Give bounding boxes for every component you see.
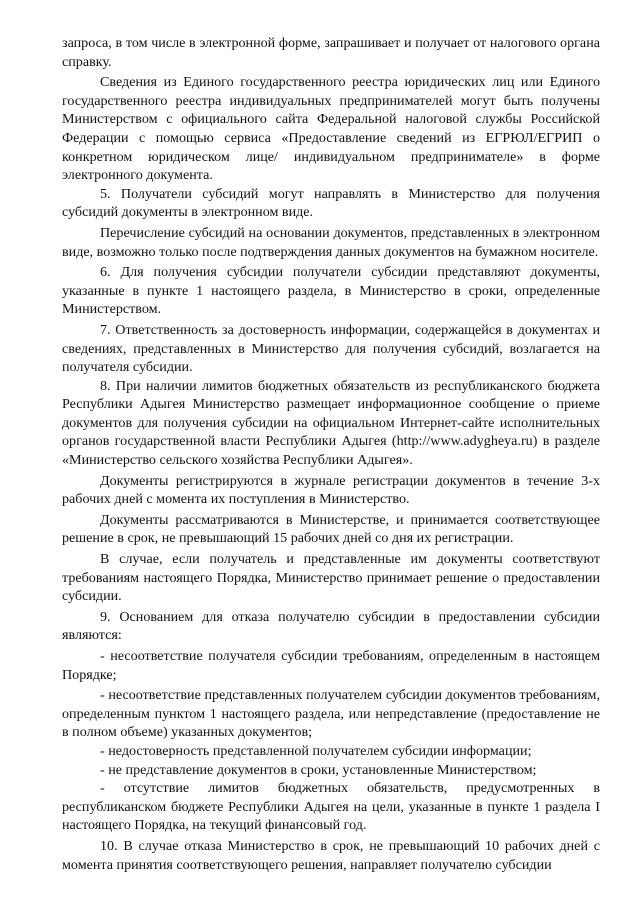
paragraph-item-9: 9. Основанием для отказа получателю субсидии в предоставлении субсидии являются: (62, 608, 600, 644)
paragraph-item-7: 7. Ответственность за достоверность информации, содержащейся в документах и сведениях, представленных в Министерство для получения субсидий, возлагается на получателя субсидии. (62, 321, 600, 376)
paragraph-item-5: 5. Получатели субсидий могут направлять в Министерство для получения субсидий документы в электронном виде. (62, 185, 600, 221)
paragraph-request-continuation: запроса, в том числе в электронной форме, запрашивает и получает от налогового органа справку. (62, 35, 600, 70)
paragraph-item-8: 8. При наличии лимитов бюджетных обязательств из республиканского бюджета Республики Адыгея Министерство размещает информационное сообщение о приеме документов для получения субсидии на официальном Интернет-сайте исполнительных органов государственной власти Республики Адыгея (http://www.adygheya.ru) в разделе «Министерство сельского хозяйства Республики Адыгея». (62, 377, 600, 469)
paragraph-decision: В случае, если получатель и представленные им документы соответствуют требованиям настоящего Порядка, Министерство принимает решение о предоставлении субсидии. (62, 551, 600, 605)
list-item-late-submission: - не представление документов в сроки, установленные Министерством; (100, 761, 537, 778)
paragraph-transfer-paper: Перечисление субсидий на основании документов, представленных в электронном виде, возможно только после подтверждения данных документов на бумажном носителе. (62, 224, 600, 260)
list-item-noncompliance-documents: - несоответствие представленных получателем субсидии документов требованиям, определенным пунктом 1 настоящего раздела, или непредставление (предоставление не в полном объеме) указанных документов; (62, 687, 600, 741)
paragraph-egrul-info: Сведения из Единого государственного реестра юридических лиц или Единого государственного реестра индивидуальных предпринимателей могут быть получены Министерством с официального сайта Федеральной налоговой службы Российской Федерации с помощью сервиса «Предоставление сведений из ЕГРЮЛ/ЕГРИП о конкретном юридическом лице/ индивидуальном предпринимателе» в форме электронного документа. (62, 74, 600, 184)
paragraph-registration: Документы регистрируются в журнале регистрации документов в течение 3-х рабочих дней с момента их поступления в Министерство. (62, 472, 600, 508)
paragraph-review: Документы рассматриваются в Министерстве, и принимается соответствующее решение в срок, не превышающий 15 рабочих дней со дня их регистрации. (62, 511, 600, 547)
paragraph-item-6: 6. Для получения субсидии получатели субсидии представляют документы, указанные в пункте 1 настоящего раздела, в Министерство в сроки, определенные Министерством. (62, 264, 600, 318)
list-item-unreliable-info: - недостоверность представленной получателем субсидии информации; (100, 742, 532, 759)
list-item-no-limits: - отсутствие лимитов бюджетных обязательств, предусмотренных в республиканском бюджете Республики Адыгея на цели, указанные в пункте 1 раздела I настоящего Порядка, на текущий финансовый год. (62, 780, 600, 834)
paragraph-item-10: 10. В случае отказа Министерство в срок, не превышающий 10 рабочих дней с момента принятия соответствующего решения, направляет получателю субсидии (62, 837, 600, 873)
list-item-noncompliance-recipient: - несоответствие получателя субсидии требованиям, определенным в настоящем Порядке; (62, 648, 600, 683)
